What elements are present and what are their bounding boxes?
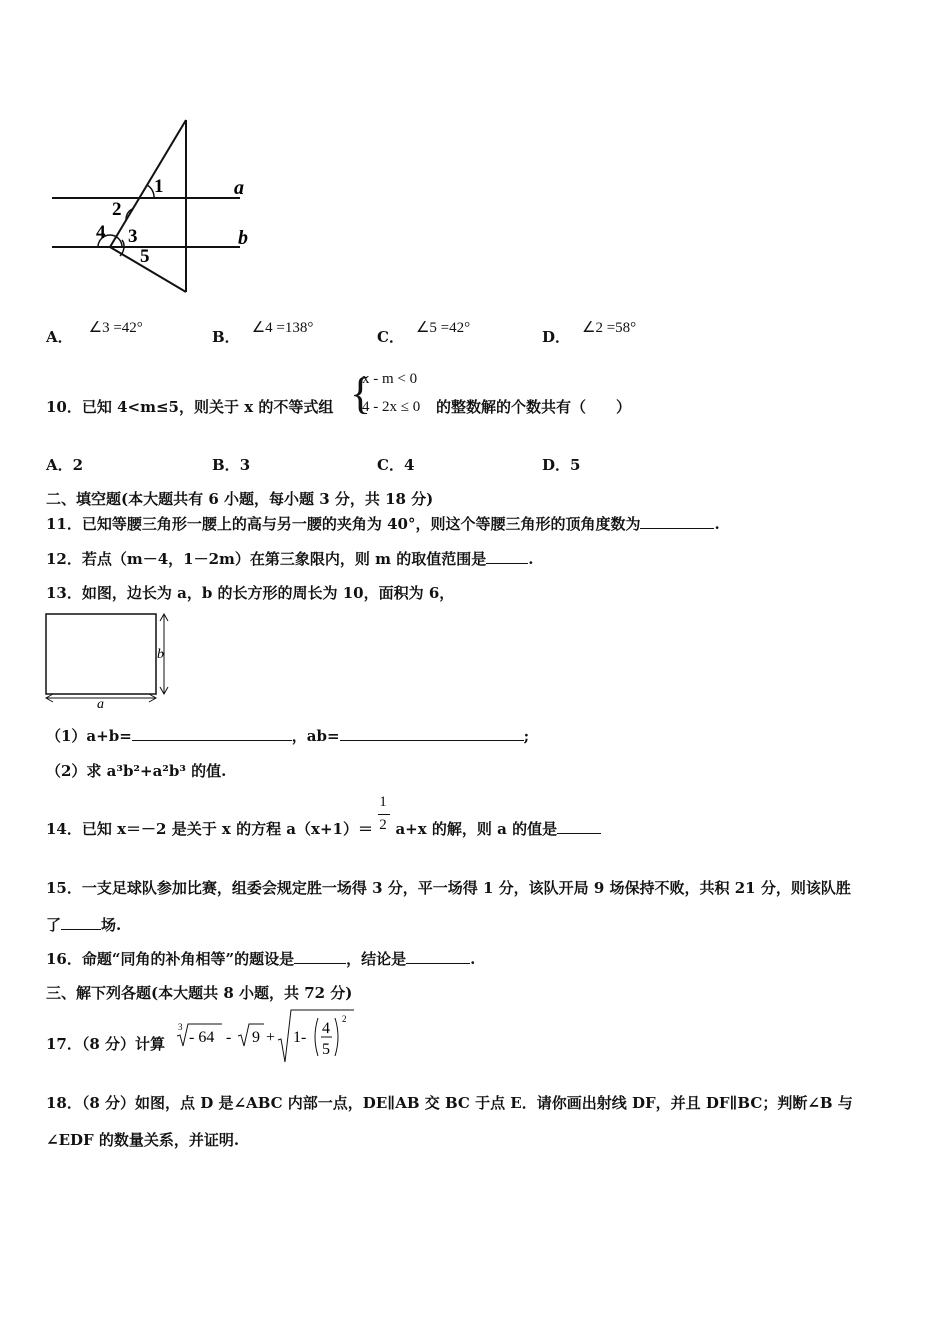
option-c xyxy=(377,454,414,475)
q13-part2: （2）求 a³b²+a²b³ 的值. xyxy=(46,762,227,780)
q18-line-2: ∠EDF 的数量关系，并证明. xyxy=(46,1131,240,1149)
q15-line-2 xyxy=(46,914,121,935)
q13-text: 13．如图，边长为 a，b 的长方形的周长为 10，面积为 6， xyxy=(46,584,455,602)
q15-line-1: 15．一支足球队参加比赛，组委会规定胜一场得 3 分，平一场得 1 分，该队开局 9 场保持不败，共积 21 分，则该队胜 xyxy=(46,879,851,897)
line-b-label: b xyxy=(238,227,248,249)
answer-blank xyxy=(486,549,528,564)
q16-prefix: 16．命题“同角的补角相等”的题设是 xyxy=(46,950,295,968)
q14-prefix: 14．已知 x＝－2 是关于 x 的方程 a（x+1）＝ xyxy=(46,820,373,838)
option-label: C． xyxy=(377,328,404,346)
plus-sign: + xyxy=(266,1029,276,1046)
answer-blank xyxy=(406,949,470,964)
rectangle-figure xyxy=(40,608,180,710)
q12-text: 12．若点（m－4，1－2m）在第三象限内，则 m 的取值范围是 xyxy=(46,550,487,568)
q14-suffix: a+x 的解，则 a 的值是 xyxy=(395,820,558,838)
answer-blank xyxy=(61,915,101,930)
cube-root-argument: - 64 xyxy=(189,1029,215,1046)
q11-text: 11．已知等腰三角形一腰上的高与另一腰的夹角为 40°，则这个等腰三角形的顶角度数为 xyxy=(46,515,641,533)
option-label: C． xyxy=(377,456,404,474)
q13-part1: （1）a+b= ，ab= ; xyxy=(46,727,530,745)
q9-option-d xyxy=(542,316,637,346)
side-b-label: b xyxy=(157,647,164,662)
option-label: D． xyxy=(542,328,571,346)
q15-suffix: 场. xyxy=(101,916,122,934)
section-2-heading: 二、填空题(本大题共有 6 小题，每小题 3 分，共 18 分) xyxy=(46,490,434,508)
system-line-1: x - m < 0 xyxy=(362,371,418,387)
q17-prefix: 17．（8 分）计算 xyxy=(46,1035,166,1053)
option-value: 4 xyxy=(403,456,415,474)
q18-line-1: 18．（8 分）如图，点 D 是∠ABC 内部一点，DE∥AB 交 BC 于点 E．请你画出射线 DF，并且 DF∥BC；判断∠B 与 xyxy=(46,1094,853,1112)
section-3-heading: 三、解下列各题(本大题共 8 小题，共 72 分) xyxy=(46,984,353,1002)
angle-5-label: 5 xyxy=(140,246,150,267)
fraction-denominator: 5 xyxy=(322,1041,330,1058)
q14-fraction xyxy=(378,794,390,834)
fraction-numerator: 1 xyxy=(379,794,387,810)
one-minus: 1- xyxy=(293,1029,307,1046)
angle-2-label: 2 xyxy=(112,199,122,220)
q10-inequality-system: { x - m < 0 4 - 2x ≤ 0 xyxy=(350,369,421,418)
q10-suffix: 的整数解的个数共有（ ） xyxy=(436,398,632,416)
q13-part1-mid: ，ab= xyxy=(291,727,340,745)
cube-root-index: 3 xyxy=(178,1022,183,1032)
option-label: A． xyxy=(46,328,73,346)
option-label: B． xyxy=(212,456,240,474)
angle-4-label: 4 xyxy=(96,222,106,243)
parallel-lines-figure xyxy=(40,110,280,300)
option-label: B． xyxy=(212,328,240,346)
q9-option-b xyxy=(212,316,314,346)
system-line-2: 4 - 2x ≤ 0 xyxy=(362,399,421,415)
fraction-denominator: 2 xyxy=(379,817,387,833)
option-value: ∠2 =58° xyxy=(582,320,637,336)
q16: 16．命题“同角的补角相等”的题设是 ，结论是 . xyxy=(46,950,476,968)
fraction-numerator: 4 xyxy=(322,1020,330,1037)
square-root-argument: 9 xyxy=(252,1029,260,1046)
q16-mid: ，结论是 xyxy=(346,950,407,968)
answer-blank xyxy=(294,949,346,964)
option-b xyxy=(212,454,250,475)
option-value: 3 xyxy=(239,456,251,474)
option-value: ∠4 =138° xyxy=(251,320,314,336)
option-label: A． xyxy=(46,456,73,474)
answer-blank xyxy=(640,514,714,529)
q10-prefix: 10．已知 4<m≤5，则关于 x 的不等式组 xyxy=(46,398,334,416)
angle-3-label: 3 xyxy=(128,226,138,247)
q12: 12．若点（m－4，1－2m）在第三象限内，则 m 的取值范围是 . xyxy=(46,550,534,568)
line-a-label: a xyxy=(234,177,244,199)
answer-blank xyxy=(557,819,601,834)
option-label: D． xyxy=(542,456,571,474)
q15-prefix: 了 xyxy=(46,916,62,934)
angle-1-label: 1 xyxy=(154,176,164,197)
option-value: ∠3 =42° xyxy=(88,320,143,336)
side-a-label: a xyxy=(97,697,104,710)
q9-option-c xyxy=(377,316,471,346)
minus-sign: - xyxy=(226,1029,232,1046)
option-value: 5 xyxy=(570,456,581,474)
q14 xyxy=(46,794,601,839)
answer-blank xyxy=(132,726,292,741)
q13-part1-prefix: （1）a+b= xyxy=(46,727,132,745)
q17-expression xyxy=(174,1006,364,1066)
exponent: 2 xyxy=(342,1014,347,1024)
q11: 11．已知等腰三角形一腰上的高与另一腰的夹角为 40°，则这个等腰三角形的顶角度数为 . xyxy=(46,515,720,533)
option-value: ∠5 =42° xyxy=(415,320,471,336)
q9-option-a xyxy=(46,316,143,346)
answer-blank xyxy=(340,726,524,741)
option-value: 2 xyxy=(72,456,84,474)
option-d xyxy=(542,454,580,475)
option-a xyxy=(46,454,83,475)
